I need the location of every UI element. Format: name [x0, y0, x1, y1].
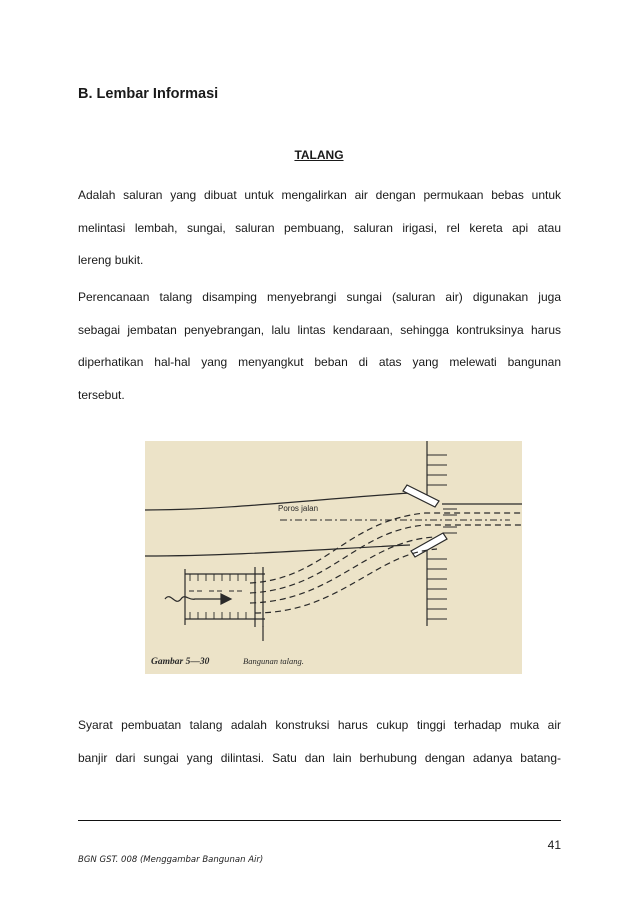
- paragraph-planning: [78, 290, 561, 421]
- paragraph-line: sebagai jembatan penyebrangan, lalu lintas kendaraan, sehingga kontruksinya harus: [78, 322, 561, 337]
- footer-divider: [78, 820, 561, 821]
- figure-background: [145, 441, 522, 674]
- paragraph-line: Perencanaan talang disamping menyebrangi sungai (saluran air) digunakan juga: [78, 290, 561, 304]
- figure-caption-text: Bangunan talang.: [243, 656, 304, 666]
- paragraph-requirements: [78, 718, 561, 783]
- section-heading: B. Lembar Informasi: [78, 86, 219, 102]
- figure-caption-number: Gambar 5—30: [151, 657, 210, 667]
- aqueduct-figure: [145, 441, 522, 674]
- paragraph-line: Syarat pembuatan talang adalah konstruksi harus cukup tinggi terhadap muka air: [78, 718, 561, 732]
- footer-text: BGN GST. 008 (Menggambar Bangunan Air): [78, 855, 264, 865]
- paragraph-line: banjir dari sungai yang dilintasi. Satu dan lain berhubung dengan adanya batang-: [78, 750, 561, 765]
- road-axis-label: Poros jalan: [278, 504, 319, 513]
- paragraph-line: Adalah saluran yang dibuat untuk mengalirkan air dengan permukaan bebas untuk: [78, 188, 561, 202]
- paragraph-line: tersebut.: [78, 388, 125, 403]
- aqueduct-diagram: [145, 441, 522, 674]
- paragraph-definition: [78, 188, 561, 286]
- paragraph-line: melintasi lembah, sungai, saluran pembuang, saluran irigasi, rel kereta api atau: [78, 220, 561, 235]
- paragraph-line: diperhatikan hal-hal yang menyangkut beban di atas yang melewati bangunan: [78, 355, 561, 370]
- page-number: 41: [547, 838, 561, 852]
- document-title: TALANG: [294, 148, 344, 162]
- paragraph-line: lereng bukit.: [78, 253, 144, 268]
